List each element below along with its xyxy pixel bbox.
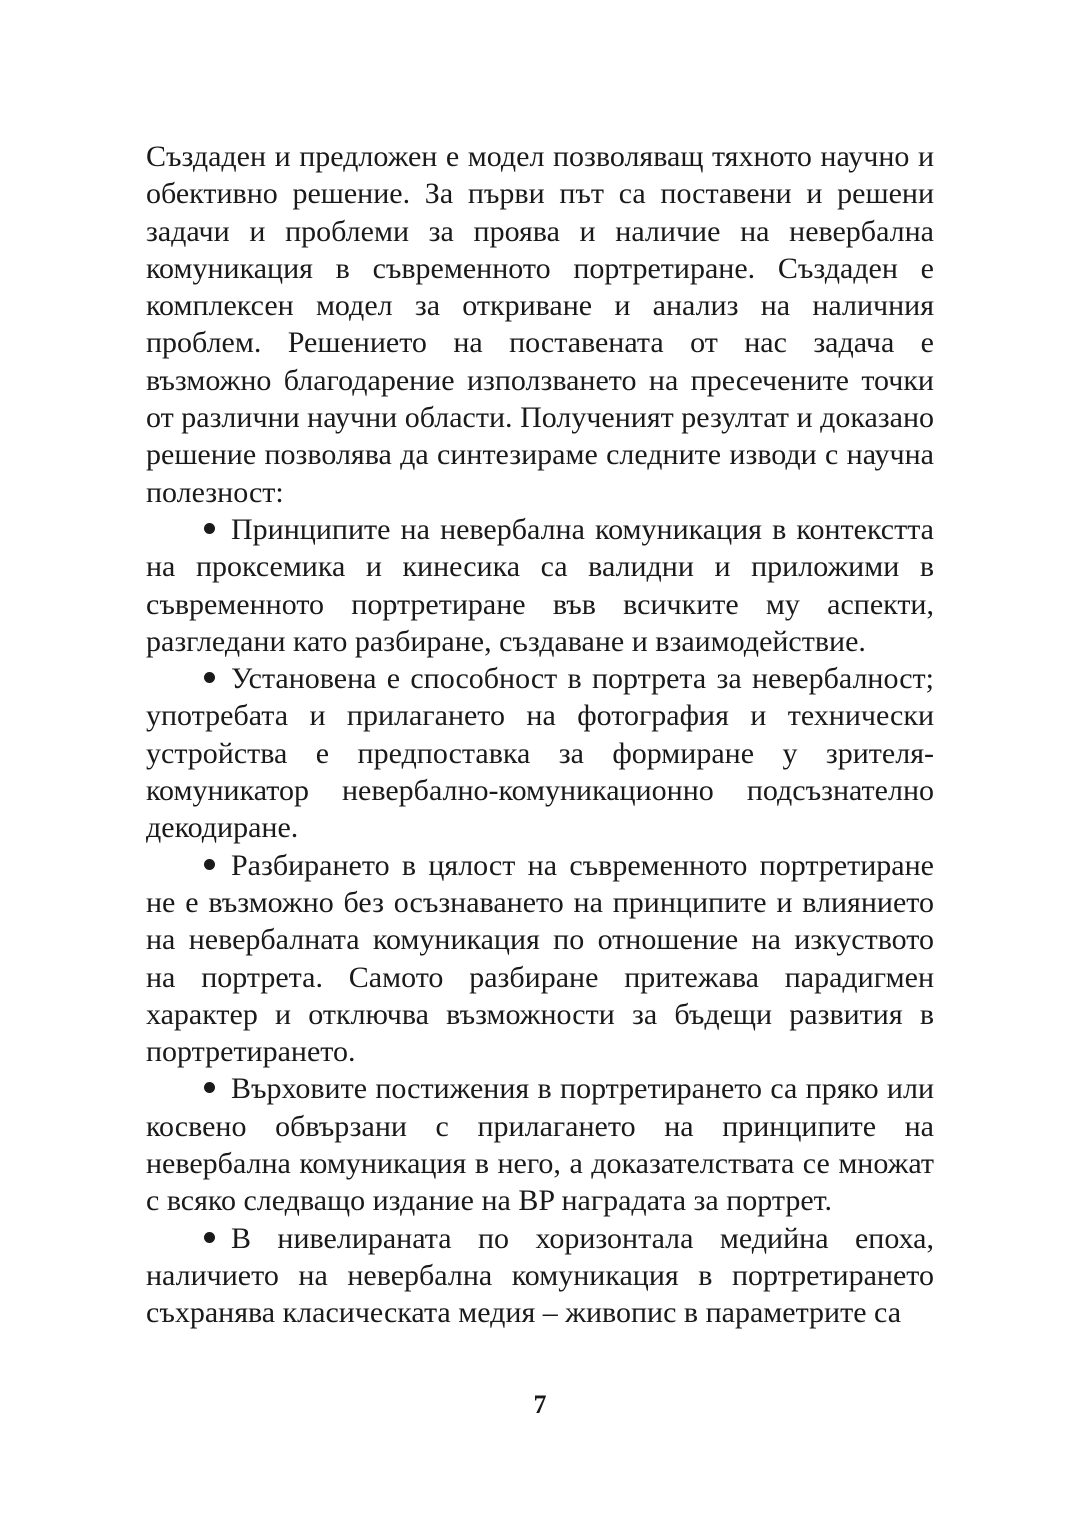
bullet-item-2 bbox=[146, 660, 934, 846]
bullet-item-3 bbox=[146, 847, 934, 1071]
bullet-text: Установена е способност в портрета за невербалност; употребата и прилагането на фотография и технически устройства е предпоставка за формиране у зрителя-комуникатор невербално-комуникационно подсъзнателно декодиране. bbox=[146, 662, 934, 845]
bullet-text: Върховите постижения в портретирането са пряко или косвено обвързани с прилагането на принципите на невербална комуникация в него, а доказателствата се множат с всяко следващо издание на BP наградата за портрет. bbox=[146, 1072, 934, 1218]
bullet-text: Разбирането в цялост на съвременното портретиране не е възможно без осъзнаването на принципите и влиянието на невербалната комуникация по отношение на изкуството на портрета. Самото разбиране притежава парадигмен характер и отключва възможности за бъдещи развития в портретирането. bbox=[146, 848, 934, 1069]
bullet-icon bbox=[204, 523, 215, 534]
bullet-item-5 bbox=[146, 1220, 934, 1332]
bullet-text: В нивелираната по хоризонтала медийна епоха, наличието на невербална комуникация в портретирането съхранява класическата медия – живопис в параметрите са bbox=[146, 1221, 934, 1330]
bullet-item-1 bbox=[146, 511, 934, 660]
bullet-icon bbox=[204, 1232, 215, 1243]
bullet-icon bbox=[204, 672, 215, 683]
bullet-icon bbox=[204, 859, 215, 870]
bullet-icon bbox=[204, 1082, 215, 1093]
bullet-text: Принципите на невербална комуникация в контекстта на проксемика и кинесика са валидни и приложими в съвременното портретиране във всичките му аспекти, разгледани като разбиране, създаване и взаимодействие. bbox=[146, 512, 934, 658]
body-text bbox=[146, 138, 934, 1332]
page-number: 7 bbox=[533, 1390, 547, 1419]
bullet-item-4 bbox=[146, 1070, 934, 1219]
intro-paragraph: Създаден и предложен е модел позволяващ тяхното научно и обективно решение. За първи път са поставени и решени задачи и проблеми за проява и наличие на невербална комуникация в съвременното портретиране. Създаден е комплексен модел за откриване и анализ на наличния проблем. Решението на поставената от нас задача е възможно благодарение използването на пресечените точки от различни научни области. Полученият резултат и доказано решение позволява да синтезираме следните изводи с научна полезност: bbox=[146, 140, 934, 509]
